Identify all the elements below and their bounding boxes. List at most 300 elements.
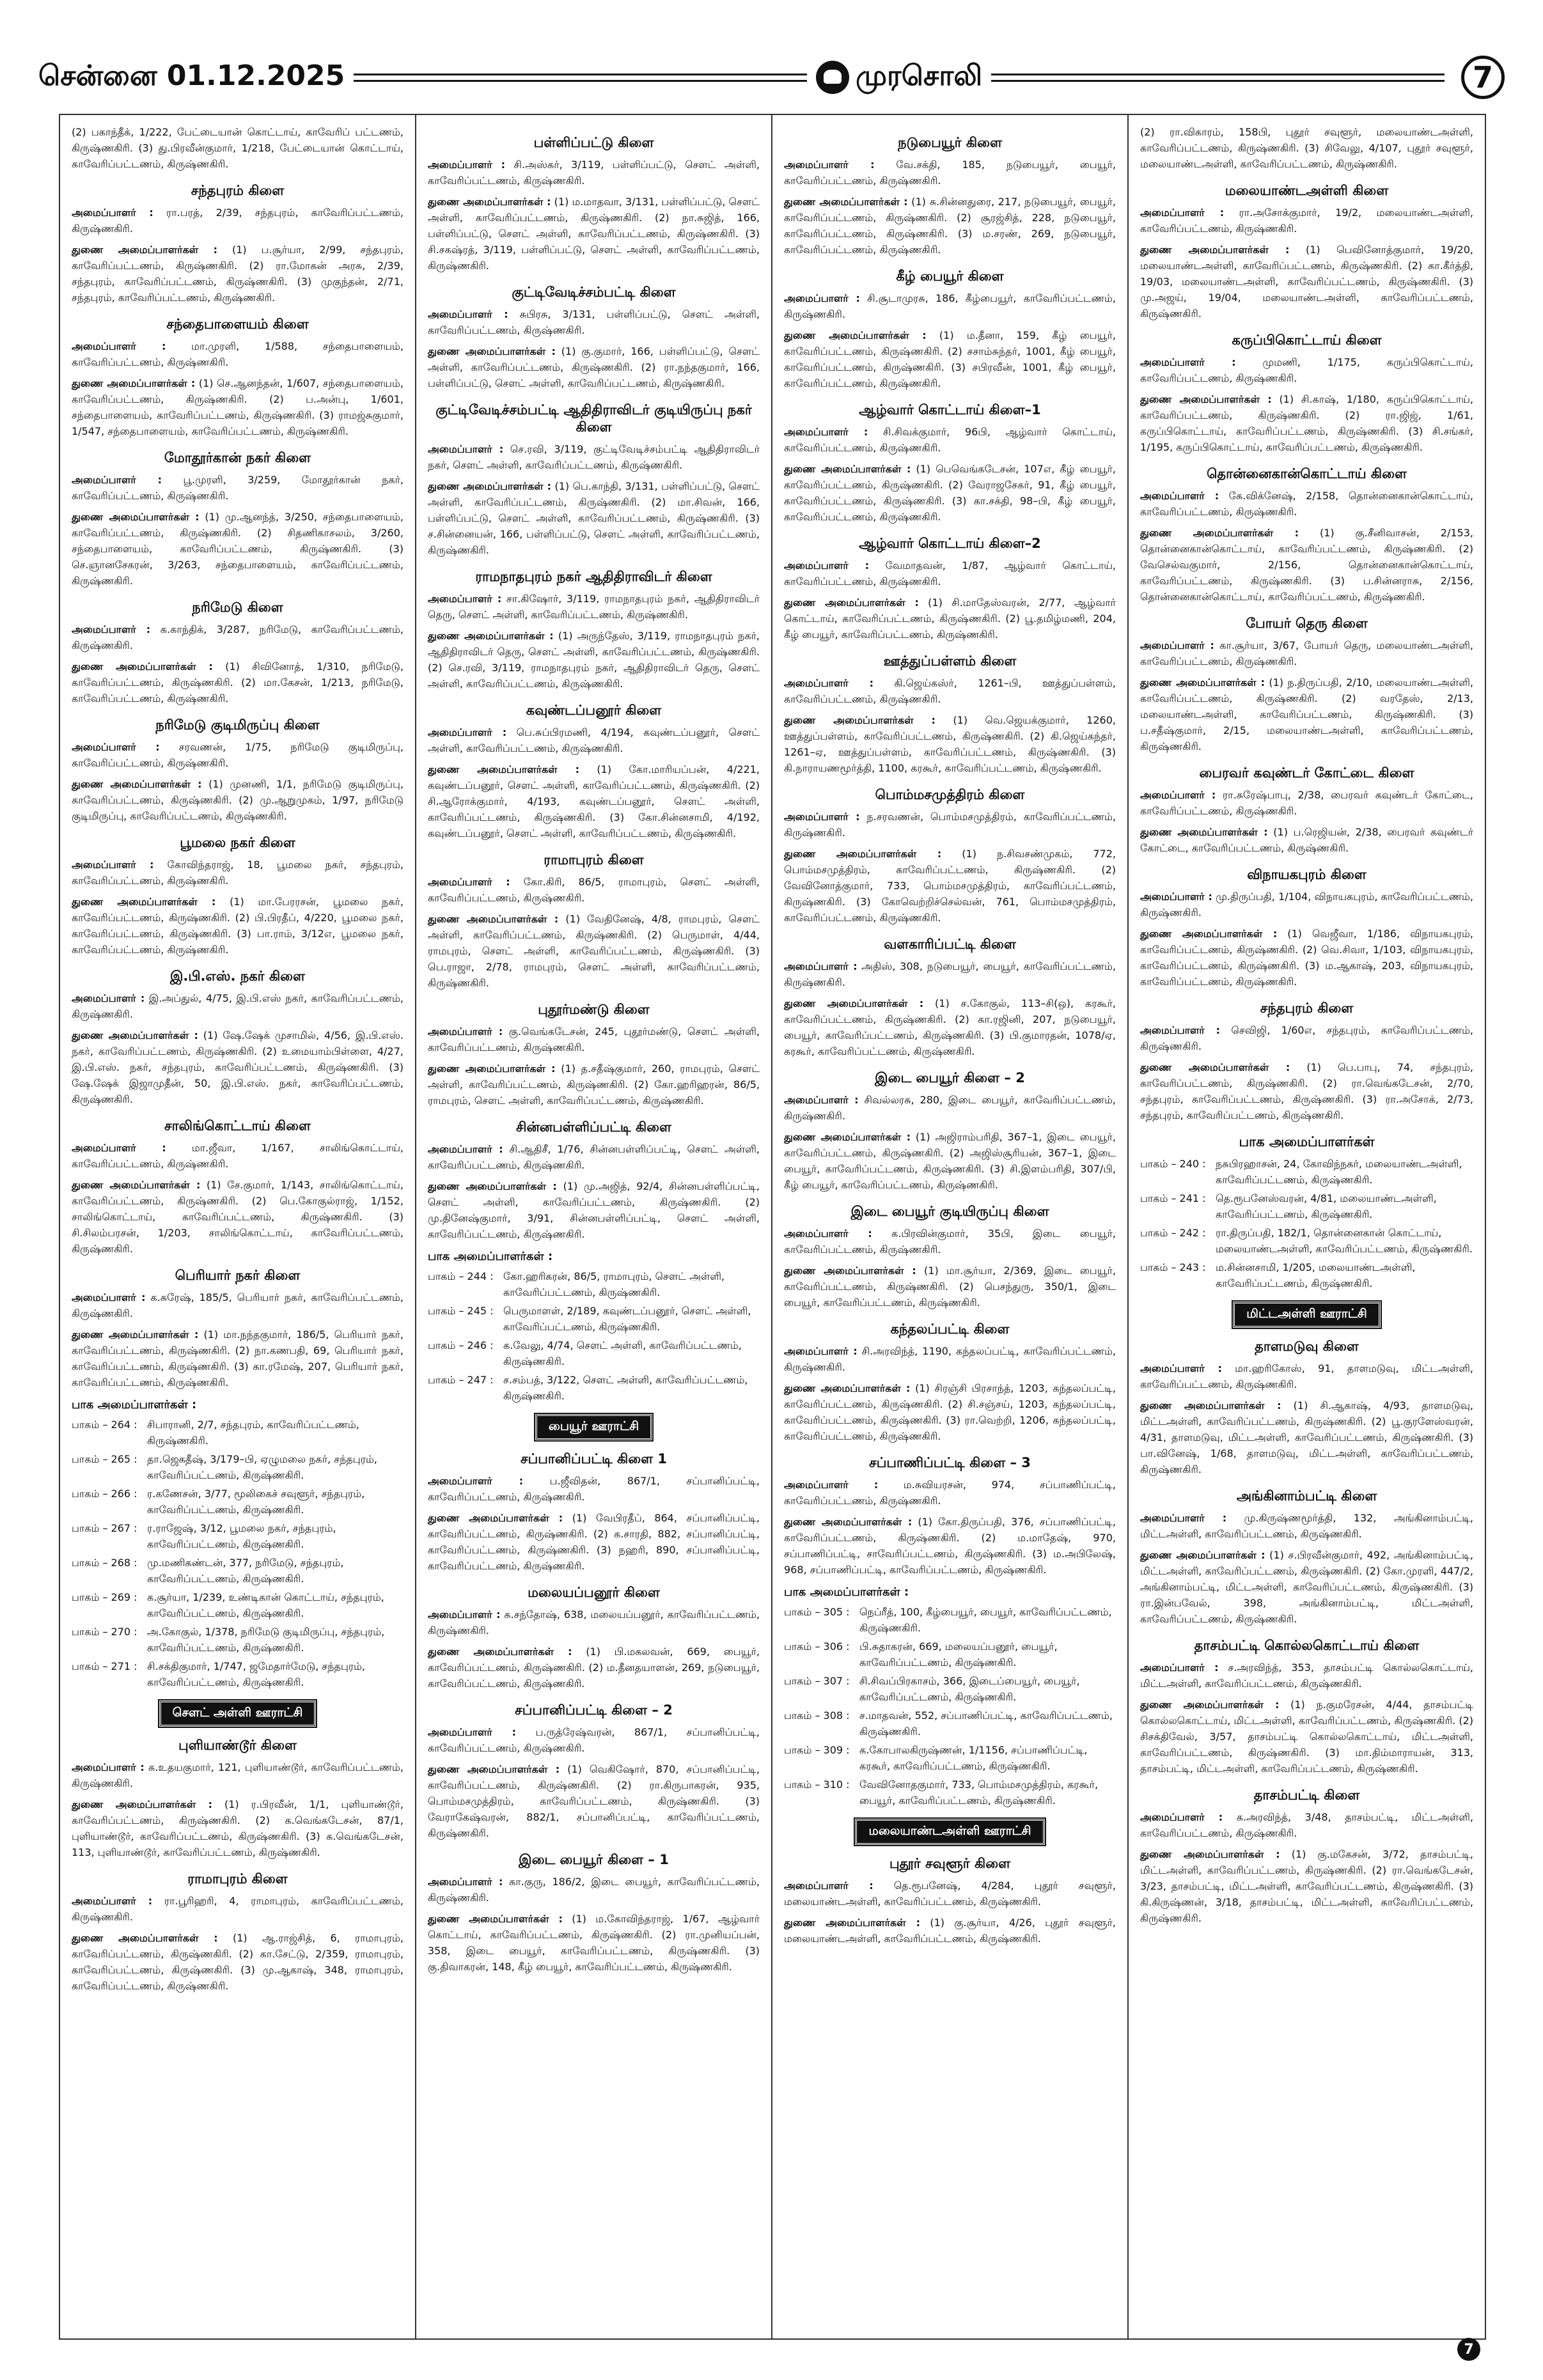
booth-number: பாகம் – 242 : xyxy=(1140,1227,1206,1239)
organiser-entry xyxy=(1140,1846,1473,1926)
entry-text: ப.ருத்ரேஷ்வரன், 867/1, சப்பானிப்பட்டி, காவேரிப்பட்டணம், கிருஷ்ணகிரி. xyxy=(428,1726,760,1754)
entry-label: அமைப்பாளர் : xyxy=(428,1876,503,1888)
booth-organiser: ர.ராஜேஷ், 3/12, பூமலை நகர், சந்தபுரம், காவேரிப்பட்டணம், கிருஷ்ணகிரி. xyxy=(147,1522,336,1550)
branch-heading: போயர் தெரு கிளை xyxy=(1246,616,1368,631)
footer-page-number: 7 xyxy=(1457,2338,1480,2361)
entry-label: அமைப்பாளர் : xyxy=(72,1895,153,1907)
branch-heading: சந்தைபாளையம் கிளை xyxy=(166,316,309,332)
booth-row xyxy=(428,1372,760,1404)
organiser-entry xyxy=(428,1761,760,1841)
entry-label: துணை அமைப்பாளர்கள் : xyxy=(428,630,554,642)
branch-heading: பெரியார் நகர் கிளை xyxy=(175,1268,301,1283)
entry-text: கா.குரு, 186/2, இடை பையூர், காவேரிப்பட்டணம், கிருஷ்ணகிரி. xyxy=(428,1876,760,1904)
organiser-entry xyxy=(72,621,403,653)
entry-label: துணை அமைப்பாளர்கள் : xyxy=(1140,1061,1290,1073)
organiser-entry xyxy=(428,591,760,623)
entry-text: (1) ம.தீனா, 159, கீழ் பையூர், காவேரிப்பட்டணம், கிருஷ்ணகிரி. (2) சசாம்சுந்தர், 1001, கீழ் பையூர், காவேரிப்பட்டணம், கிருஷ்ணகிரி. (3) சபிரவீன், 1001, கீழ் பையூர், காவேரிப்பட்டணம், கிருஷ்ணகிரி. xyxy=(784,329,1116,389)
booth-organiser: வேவினோதகுமார், 733, பொம்மசமுத்திரம், கரகூர், பையூர், காவேரிப்பட்டணம், கிருஷ்ணகிரி. xyxy=(859,1778,1099,1807)
booth-organiser: க.கோபாலகிருஷ்ணன், 1/1156, சப்பாணிப்பட்டி, கரகூர், காவேரிப்பட்டணம், கிருஷ்ணகிரி. xyxy=(859,1744,1088,1772)
entry-label: துணை அமைப்பாளர்கள் : xyxy=(1140,527,1299,539)
branch-heading: சப்பானிப்பட்டி கிளை – 2 xyxy=(515,1702,673,1718)
entry-text: ச.அரவிந்த், 353, தாசம்பட்டி கொல்லகொட்டாய், மிட்டஅள்ளி, காவேரிப்பட்டணம், கிருஷ்ணகிரி. xyxy=(1140,1661,1473,1690)
continued-text: (2) பகாந்தீக், 1/222, பேட்டையான் கொட்டாய், காவேரிப் பட்டணம், கிருஷ்ணகிரி. (3) து.பிரவீன்குமார், 1/218, பேட்டையான் கொட்டாய், காவேரிப்பட்டணம், கிருஷ்ணகிரி. xyxy=(72,126,403,170)
branch-heading: தொன்னைகான்கொட்டாய் கிளை xyxy=(1207,466,1407,481)
content-frame xyxy=(59,114,1486,2340)
entry-label: துணை அமைப்பாளர்கள் : xyxy=(72,1798,213,1810)
entry-label: அமைப்பாளர் : xyxy=(1140,1024,1221,1036)
organiser-entry xyxy=(72,1796,403,1860)
continued-text: (2) ரா.விகாரம், 158பி, புதூர் சவுளூர், மலையாண்டஅள்ளி, காவேரிப்பட்டணம், கிருஷ்ணகிரி. (3) சிவேலு, 4/107, புதூர் சவுளூர், மலையாண்டஅள்ளி, காவேரிப்பட்டணம், கிருஷ்ணகிரி. xyxy=(1140,126,1473,170)
entry-label: அமைப்பாளர் : xyxy=(428,593,502,605)
booth-number: பாகம் – 244 : xyxy=(428,1270,494,1282)
organiser-entry xyxy=(428,1874,760,1906)
organiser-entry xyxy=(72,1289,403,1321)
entry-label: அமைப்பாளர் : xyxy=(72,1142,166,1154)
entry-text: (1) அருந்தேஸ், 3/119, ராமநாதபுரம் நகர், ஆதிதிராவிடர் தெரு, சௌட் அள்ளி, காவேரிப்பட்டணம், கிருஷ்ணகிரி. (2) செ.ரவி, 3/119, ராமநாதபுரம் நகர், ஆதிதிராவிடர் தெரு, சௌட் அள்ளி, காவேரிப்பட்டணம், கிருஷ்ணகிரி. xyxy=(428,630,760,690)
entry-label: அமைப்பாளர் : xyxy=(784,1479,879,1491)
entry-text: (1) மா.சூர்யா, 2/369, இடை பையூர், காவேரிப்பட்டணம், கிருஷ்ணகிரி. (2) பெசந்துரு, 350/1, இடை பையூர், காவேரிப்பட்டணம், கிருஷ்ணகிரி. xyxy=(784,1264,1116,1309)
branch-heading: நரிமேடு குடிமிருப்பு கிளை xyxy=(155,717,320,733)
entry-label: அமைப்பாளர் : xyxy=(72,1291,146,1303)
booth-row xyxy=(428,1268,760,1300)
booth-number: பாகம் – 310 : xyxy=(784,1778,850,1791)
entry-label: அமைப்பாளர் : xyxy=(428,1608,501,1621)
booth-number: பாகம் – 306 : xyxy=(784,1640,850,1653)
branch-heading: தாசம்பட்டி கிளை xyxy=(1253,1787,1360,1803)
entry-text: (1) மா.பேரரசன், பூமலை நகர், காவேரிப்பட்டணம், கிருஷ்ணகிரி. (2) பி.பிரதீப், 4/220, பூமலை நகர், காவேரிப்பட்டணம், கிருஷ்ணகிரி. (3) பா.ராம், 3/12எ, பூமலை நகர், காவேரிப்பட்டணம், கிருஷ்ணகிரி. xyxy=(72,896,403,956)
organiser-entry xyxy=(1140,1022,1473,1054)
organiser-entry xyxy=(72,205,403,237)
booth-row xyxy=(72,1555,403,1587)
booth-organiser: பி.சுதாகரன், 669, மலையப்பனூர், பையூர், காவேரிப்பட்டணம், கிருஷ்ணகிரி. xyxy=(859,1640,1058,1668)
entry-label: அமைப்பாளர் : xyxy=(784,1227,872,1240)
entry-label: அமைப்பாளர் : xyxy=(428,1726,517,1738)
entry-text: கே.விக்னேஷ், 2/158, தொன்னைகான்கொட்டாய், காவேரிப்பட்டணம், கிருஷ்ணகிரி. xyxy=(1140,490,1473,518)
entry-label: அமைப்பாளர் : xyxy=(428,1025,503,1038)
entry-text: (1) ப.சூர்யா, 2/99, சந்தபுரம், காவேரிப்பட்டணம், கிருஷ்ணகிரி. (2) ரா.மோகன் அரசு, 2/39, சந்தபுரம், காவேரிப்பட்டணம், கிருஷ்ணகிரி. (3) முகுந்தன், 2/71, சந்தபுரம், காவேரிப்பட்டணம், கிருஷ்ணகிரி. xyxy=(72,244,403,304)
entry-text: (1) கு.சீனிவாசன், 2/153, தொன்னைகான்கொட்டாய், காவேரிப்பட்டணம், கிருஷ்ணகிரி. (2) வேசெல்வகுமார், 2/156, தொன்னைகான்கொட்டாய், காவேரிப்பட்டணம், கிருஷ்ணகிரி. (3) ப.சின்னராசு, 2/156, தொன்னைகான்கொட்டாய், காவேரிப்பட்டணம், கிருஷ்ணகிரி. xyxy=(1140,527,1473,603)
booth-row xyxy=(1140,1156,1473,1188)
branch-heading: பொம்மசமுத்திரம் கிளை xyxy=(875,787,1025,802)
booth-number: பாகம் – 269 : xyxy=(72,1591,137,1603)
booth-row xyxy=(72,1624,403,1656)
entry-text: சி.அரவிந்த், 1190, கந்தலப்பட்டி, காவேரிப்பட்டணம், கிருஷ்ணகிரி. xyxy=(784,1345,1116,1373)
organiser-entry xyxy=(428,874,760,906)
booth-organiser: சி.சக்திகுமார், 1/747, ஜமேதார்மேடு, சந்தபுரம், காவேரிப்பட்டணம், கிருஷ்ணகிரி. xyxy=(147,1660,366,1688)
organiser-entry xyxy=(428,157,760,189)
entry-label: அமைப்பாளர் : xyxy=(72,623,151,635)
entry-label: அமைப்பாளர் : xyxy=(1140,1661,1219,1674)
organiser-entry xyxy=(1140,1547,1473,1627)
organiser-entry xyxy=(1140,354,1473,386)
entry-label: அமைப்பாளர் : xyxy=(1140,891,1212,903)
organiser-entry xyxy=(784,1915,1116,1947)
organiser-entry xyxy=(428,478,760,558)
entry-text: (1) த.சதீஷ்குமார், 260, ராமபுரம், சௌட் அள்ளி, காவேரிப்பட்டணம், கிருஷ்ணகிரி. (2) கோ.ஹரிஹரன், 86/5, ராமபுரம், சௌட் அள்ளி, காவேரிப்பட்டணம், கிருஷ்ணகிரி. xyxy=(428,1062,760,1107)
branch-heading: சின்னபள்ளிப்பட்டி கிளை xyxy=(516,1119,671,1135)
entry-text: இ.அப்துல், 4/75, இ.பி.எஸ் நகர், காவேரிப்பட்டணம், கிருஷ்ணகிரி. xyxy=(72,992,403,1020)
organiser-entry xyxy=(428,1644,760,1692)
organiser-entry xyxy=(1140,1510,1473,1542)
organiser-entry xyxy=(1140,525,1473,605)
entry-text: வே.சக்தி, 185, நடுபையூர், பையூர், காவேரிப்பட்டணம், கிருஷ்ணகிரி. xyxy=(784,159,1116,187)
booth-row xyxy=(784,1707,1116,1739)
organiser-entry xyxy=(72,776,403,824)
entry-text: (1) சு.சின்னதுரை, 217, நடுபையூர், பையூர், காவேரிப்பட்டணம், கிருஷ்ணகிரி. (2) சூரஜ்சித், 228, நடுபையூர், காவேரிப்பட்டணம், கிருஷ்ணகிரி. (3) ம.சரண், 269, நடுபையூர், காவேரிப்பட்டணம், கிருஷ்ணகிரி. xyxy=(784,196,1116,256)
entry-label: துணை அமைப்பாளர்கள் : xyxy=(72,778,202,790)
organiser-entry xyxy=(784,1380,1116,1444)
entry-text: (1) சே.குமார், 1/143, சாலிங்கொட்டாய், காவேரிப்பட்டணம், கிருஷ்ணகிரி. (2) பெ.கோகுல்ராஜ், 1/152, சாலிங்கொட்டாய், காவேரிப்பட்டணம், கிருஷ்ணகிரி. (3) சி.சிலம்பரசன், 1/203, சாலிங்கொட்டாய், காவேரிப்பட்டணம், கிருஷ்ணகிரி. xyxy=(72,1179,403,1255)
entry-label: அமைப்பாளர் : xyxy=(428,726,507,738)
entry-text: சி.சூடாமுரசு, 186, கீழ்பையூர், காவேரிப்பட்டணம், கிருஷ்ணகிரி. xyxy=(784,292,1116,320)
organiser-entry xyxy=(1140,787,1473,819)
entry-text: (1) கோ.திருப்பதி, 376, சப்பாணிப்பட்டி, காவேரிப்பட்டணம், கிருஷ்ணகிரி. (2) ம.மாதேஷ், 970, சப்பாணிப்பட்டி, சாவேரிப்பட்டணம், கிருஷ்ணகிரி. (3) ம.அபிலேஷ், 968, சப்பாணிப்பட்டி, காவேரிப்பட்டணம், கிருஷ்ணகிரி. xyxy=(784,1516,1116,1576)
entry-label: அமைப்பாளர் : xyxy=(784,1094,859,1106)
booth-number: பாகம் – 243 : xyxy=(1140,1261,1206,1273)
branch-heading: ஊத்துப்பள்ளம் கிளை xyxy=(883,653,1017,669)
branch-heading: ஆழ்வார் கொட்டாய் கிளை–2 xyxy=(859,536,1041,551)
organiser-entry xyxy=(72,1027,403,1107)
entry-text: க.சந்தோஷ், 638, மலையப்பனூர், காவேரிப்பட்டணம், கிருஷ்ணகிரி. xyxy=(428,1608,760,1637)
branch-heading: பூமலை நகர் கிளை xyxy=(180,835,295,850)
entry-text: (1) கு.மகேசன், 3/72, தாசம்பட்டி, மிட்டஅள்ளி, காவேரிப்பட்டணம், கிருஷ்ணகிரி. (2) ரா.வெங்கடேசன், 3/23, தாசம்பட்டி, மிட்டஅள்ளி, காவேரிப்பட்டணம், கிருஷ்ணகிரி. (3) கி.கிருஷ்ணன், 3/18, தாசம்பட்டி, மிட்டஅள்ளி, காவேரிப்பட்டணம், கிருஷ்ணகிரி. xyxy=(1140,1848,1474,1924)
booth-organiser: நெப்ரீத், 100, கீழ்பையூர், பையூர், காவேரிப்பட்டணம், கிருஷ்ணகிரி. xyxy=(859,1606,1112,1634)
entry-label: துணை அமைப்பாளர்கள் : xyxy=(784,196,908,208)
branch-heading: கருப்பிகொட்டாய் கிளை xyxy=(1232,332,1382,348)
entry-label: துணை அமைப்பாளர்கள் : xyxy=(784,596,919,609)
entry-text: க.காந்திக், 3/287, நரிமேடு, காவேரிப்பட்டணம், கிருஷ்ணகிரி. xyxy=(72,623,403,651)
entry-label: துணை அமைப்பாளர்கள் : xyxy=(428,763,579,775)
booth-organiser: தா.ஜெகதீஷ், 3/179–பி, ஏழுமலை நகர், சந்தபுரம், காவேரிப்பட்டணம், கிருஷ்ணகிரி. xyxy=(147,1453,377,1481)
entry-label: துணை அமைப்பாளர்கள் : xyxy=(784,1264,916,1277)
booth-number: பாகம் – 308 : xyxy=(784,1709,850,1722)
entry-text: கு.வெங்கடேசன், 245, புதூர்மண்டு, சௌட் அள்ளி, காவேரிப்பட்டணம், கிருஷ்ணகிரி. xyxy=(428,1025,760,1054)
entry-label: துணை அமைப்பாளர்கள் : xyxy=(428,345,556,357)
entry-label: துணை அமைப்பாளர்கள் : xyxy=(1140,1399,1281,1412)
organiser-entry xyxy=(72,739,403,771)
panchayat-banner: பையூர் ஊராட்சி xyxy=(535,1414,652,1440)
organiser-entry xyxy=(784,995,1116,1059)
entry-label: அமைப்பாளர் : xyxy=(784,292,860,304)
organiser-entry xyxy=(428,194,760,274)
entry-text: சி.அஸ்கர், 3/119, பள்ளிப்பட்டு, சௌட் அள்ளி, காவேரிப்பட்டணம், கிருஷ்ணகிரி. xyxy=(428,159,760,187)
panchayat-banner: சௌட் அள்ளி ஊராட்சி xyxy=(159,1700,317,1727)
entry-text: சுபிரசு, 3/131, பள்ளிப்பட்டு, சௌட் அள்ளி, காவேரிப்பட்டணம், கிருஷ்ணகிரி. xyxy=(428,308,760,336)
masthead-page-number: 7 xyxy=(1461,56,1505,99)
entry-text: சரவணன், 1/75, நரிமேடு குடிமிருப்பு, காவேரிப்பட்டணம், கிருஷ்ணகிரி. xyxy=(72,741,404,769)
branch-heading: விநாயகபுரம் கிளை xyxy=(1247,867,1367,882)
entry-text: (1) ஆ.ராஜ்சித், 6, ராமாபுரம், காவேரிப்பட்டணம், கிருஷ்ணகிரி. (2) கா.சேட்டு, 2/359, ராமாபுரம், காவேரிப்பட்டணம், கிருஷ்ணகிரி. (3) மு.ஆகாஷ், 348, ராமாபுரம், காவேரிப்பட்டணம், கிருஷ்ணகிரி. xyxy=(72,1932,403,1992)
organiser-entry xyxy=(1140,637,1473,669)
entry-text: (1) ந.திருப்பதி, 2/10, மலையாண்டஅள்ளி, காவேரிப்பட்டணம், கிருஷ்ணகிரி. (2) வரதேஸ், 2/13, மலையாண்டஅள்ளி, காவேரிப்பட்டணம், கிருஷ்ணகிரி. (3) ப.சதீஷ்குமார், 2/15, மலையாண்டஅள்ளி, காவேரிப்பட்டணம், கிருஷ்ணகிரி. xyxy=(1140,676,1474,752)
entry-text: (1) ஷே.ஷேக் முசாமில், 4/56, இ.பி.எஸ். நகர், காவேரிப்பட்டணம், கிருஷ்ணகிரி. (2) உமையாம்பிள்ளை, 4/27, இ.பி.எஸ். நகர், சந்தபுரம், காவேரிப்பட்டணம், கிருஷ்ணகிரி. (3) ஷே.ஷேக் இஜாமுதீன், 50, இ.பி.எஸ். நகர், காவேரிப்பட்டணம், கிருஷ்ணகிரி. xyxy=(72,1029,403,1105)
entry-label: துணை அமைப்பாளர்கள் : xyxy=(1140,393,1272,405)
booth-row xyxy=(1140,1259,1473,1291)
entry-text: மா.ஜீவா, 1/167, சாலிங்கொட்டாய், காவேரிப்பட்டணம், கிருஷ்ணகிரி. xyxy=(72,1142,404,1170)
entry-label: அமைப்பாளர் : xyxy=(784,677,873,689)
entry-text: (1) கு.குமார், 166, பள்ளிப்பட்டு, சௌட் அள்ளி, காவேரிப்பட்டணம், கிருஷ்ணகிரி. (2) ரா.நந்தகுமார், 166, பள்ளிப்பட்டு, சௌட் அள்ளி, காவேரிப்பட்டணம், கிருஷ்ணகிரி. xyxy=(428,345,760,389)
entry-label: துணை அமைப்பாளர்கள் : xyxy=(72,1932,218,1944)
organiser-entry xyxy=(784,557,1116,589)
column-3 xyxy=(772,115,1129,2338)
entry-text: (1) பி.மகலவன், 669, பையூர், காவேரிப்பட்டணம், கிருஷ்ணகிரி. (2) ம.தீனதயாளன், 269, நடுபையூர், காவேரிப்பட்டணம், கிருஷ்ணகிரி. xyxy=(428,1645,760,1690)
organiser-entry xyxy=(72,1177,403,1257)
organiser-entry xyxy=(428,724,760,756)
entry-text: ரா.சுரேஷ்பாபு, 2/38, பைரவர் கவுண்டர் கோட்டை, காவேரிப்பட்டணம், கிருஷ்ணகிரி. xyxy=(1140,789,1474,817)
entry-label: துணை அமைப்பாளர்கள் : xyxy=(784,1917,920,1929)
booth-row xyxy=(1140,1190,1473,1222)
entry-label: துணை அமைப்பாளர்கள் : xyxy=(428,196,551,208)
column-4 xyxy=(1129,115,1485,2338)
entry-text: சி.ஆதிசீ, 1/76, சின்னபள்ளிப்பட்டி, சௌட் அள்ளி, காவேரிப்பட்டணம், கிருஷ்ணகிரி. xyxy=(428,1143,760,1171)
entry-text: (1) கோ.மாரியப்பன், 4/221, கவுண்டப்பனூர், சௌட் அள்ளி, காவேரிப்பட்டணம், கிருஷ்ணகிரி. (2) சி.ஆரோக்குமார், 4/193, கவுண்டப்பனூர், சௌட் அள்ளி, காவேரிப்பட்டணம், கிருஷ்ணகிரி. (3) கோ.சின்னசாமி, 4/192, கவுண்டப்பனூர், சௌட் அள்ளி, காவேரிப்பட்டணம், கிருஷ்ணகிரி. xyxy=(428,763,760,839)
entry-text: மு.கிருஷ்ணமூர்த்தி, 132, அங்கினாம்பட்டி, மிட்டஅள்ளி, காவேரிப்பட்டணம், கிருஷ்ணகிரி. xyxy=(1140,1512,1474,1540)
booth-organiser: தெ.ரூபனேஸ்வரன், 4/81, மலையாண்டஅள்ளி, காவேரிப்பட்டணம், கிருஷ்ணகிரி. xyxy=(1216,1192,1437,1220)
masthead xyxy=(38,50,1505,105)
branch-heading: ராமாபுரம் கிளை xyxy=(544,852,644,867)
entry-text: (1) சி.ஆகாஷ், 4/93, தாளமடுவு, மிட்டஅள்ளி, காவேரிப்பட்டணம், கிருஷ்ணகிரி. (2) பூ.குரளேஸ்வரன், 4/31, தாளமடுவு, மிட்டஅள்ளி, காவேரிப்பட்டணம், கிருஷ்ணகிரி. (3) பா.வினேஷ், 1/68, தாளமடுவு, மிட்டஅள்ளி, காவேரிப்பட்டணம், கிருஷ்ணகிரி. xyxy=(1140,1399,1474,1475)
booth-row xyxy=(1140,1225,1473,1257)
organiser-entry xyxy=(72,375,403,439)
branch-heading: சந்தபுரம் கிளை xyxy=(1260,1000,1354,1016)
organiser-entry xyxy=(428,1911,760,1975)
entry-text: (1) அஜிராம்பரிதி, 367–1, இடை பையூர், காவேரிப்பட்டணம், கிருஷ்ணகிரி. (2) அஜிஸ்சூரியன், 367–1, இடை பையூர், காவேரிப்பட்டணம், கிருஷ்ணகிரி. (3) சி.இளம்பரிதி, 307/பி, கீழ் பையூர், காவேரிப்பட்டணம், கிருஷ்ணகிரி. xyxy=(784,1131,1116,1191)
group-heading: பாக அமைப்பாளர்கள் : xyxy=(72,1398,197,1412)
entry-text: தெ.ரூபனேஷ், 4/284, புதூர் சவுளூர், மலையாண்டஅள்ளி, காவேரிப்பட்டணம், கிருஷ்ணகிரி. xyxy=(784,1879,1116,1908)
organiser-entry xyxy=(784,595,1116,642)
booth-row xyxy=(784,1673,1116,1705)
entry-text: (1) ச.பிரவீன்குமார், 492, அங்கினாம்பட்டி, மிட்டஅள்ளி, காவேரிப்பட்டணம், கிருஷ்ணகிரி. (2) கோ.முரளி, 447/2, அங்கினாம்பட்டி, மிட்டஅள்ளி, காவேரிப்பட்டணம், கிருஷ்ணகிரி. (3) ரா.இன்பவேல், 398, அங்கினாம்பட்டி, மிட்டஅள்ளி, காவேரிப்பட்டணம், கிருஷ்ணகிரி. xyxy=(1140,1549,1474,1625)
booth-row xyxy=(72,1451,403,1483)
entry-text: கோ.கிரி, 86/5, ராமாபுரம், சௌட் அள்ளி, காவேரிப்பட்டணம், கிருஷ்ணகிரி. xyxy=(428,876,760,904)
entry-label: துணை அமைப்பாளர்கள் : xyxy=(72,660,213,673)
organiser-entry xyxy=(784,1477,1116,1509)
organiser-entry xyxy=(1140,205,1473,237)
branch-heading: நரிமேடு கிளை xyxy=(192,600,283,615)
organiser-entry xyxy=(784,1878,1116,1909)
organiser-entry xyxy=(428,1178,760,1242)
entry-text: (1) வெஜீவா, 1/186, விநாயகபுரம், காவேரிப்பட்டணம், கிருஷ்ணகிரி. (2) வெ.சிவா, 1/103, விநாயகபுரம், காவேரிப்பட்டணம், கிருஷ்ணகிரி. (3) ம.ஆகாஷ், 203, விநாயகபுரம், காவேரிப்பட்டணம், கிருஷ்ணகிரி. xyxy=(1140,928,1473,988)
booth-row xyxy=(784,1742,1116,1774)
entry-label: அமைப்பாளர் : xyxy=(72,741,160,753)
entry-text: க.அரவிந்த், 3/48, தாசம்பட்டி, மிட்டஅள்ளி, காவேரிப்பட்டணம், கிருஷ்ணகிரி. xyxy=(1140,1811,1474,1839)
branch-heading: பைரவர் கவுண்டர் கோட்டை கிளை xyxy=(1199,765,1414,781)
organiser-entry xyxy=(784,958,1116,990)
booth-number: பாகம் – 267 : xyxy=(72,1522,137,1534)
entry-label: அமைப்பாளர் : xyxy=(784,159,875,171)
group-heading: பாக அமைப்பாளர்கள் : xyxy=(428,1250,553,1263)
entry-label: துணை அமைப்பாளர்கள் : xyxy=(428,1645,572,1658)
booth-organiser: அ.கோகுல், 1/378, நரிமேடு குடிமிருப்பு, சந்தபுரம், காவேரிப்பட்டணம், கிருஷ்ணகிரி. xyxy=(147,1626,385,1654)
branch-heading: இ.பி.எஸ். நகர் கிளை xyxy=(170,968,305,984)
entry-text: (1) பெ.காந்தி, 3/131, பள்ளிப்பட்டு, சௌட் அள்ளி, காவேரிப்பட்டணம், கிருஷ்ணகிரி. (2) மா.சிவன், 166, பள்ளிப்பட்டு, சௌட் அள்ளி, காவேரிப்பட்டணம், கிருஷ்ணகிரி. (3) ச.சின்னையன், 166, பள்ளிப்பட்டு, சௌட் அள்ளி, காவேரிப்பட்டணம், கிருஷ்ணகிரி. xyxy=(428,480,760,556)
organiser-entry xyxy=(784,327,1116,391)
entry-label: துணை அமைப்பாளர்கள் : xyxy=(784,329,927,341)
entry-text: கா.சூர்யா, 3/67, போயர் தெரு, மலையாண்டஅள்ளி, காவேரிப்பட்டணம், கிருஷ்ணகிரி. xyxy=(1140,639,1474,667)
entry-text: (1) மா.நந்தகுமார், 186/5, பெரியார் நகர், காவேரிப்பட்டணம், கிருஷ்ணகிரி. (2) நா.கணபதி, 69, பெரியார் நகர், காவேரிப்பட்டணம், கிருஷ்ணகிரி. (3) கா.ரமேஷ், 207, பெரியார் நகர், காவேரிப்பட்டணம், கிருஷ்ணகிரி. xyxy=(72,1328,403,1388)
entry-label: துணை அமைப்பாளர்கள் : xyxy=(784,1131,911,1143)
organiser-entry xyxy=(72,472,403,504)
organiser-entry xyxy=(784,290,1116,322)
branch-heading: தாளமடுவு கிளை xyxy=(1255,1339,1359,1354)
organiser-entry xyxy=(428,911,760,991)
booth-row xyxy=(72,1520,403,1552)
organiser-entry xyxy=(428,1141,760,1173)
booth-number: பாகம் – 307 : xyxy=(784,1675,850,1687)
branch-heading: புதூர்மண்டு கிளை xyxy=(538,1002,650,1017)
booth-number: பாகம் – 305 : xyxy=(784,1606,850,1618)
entry-label: துணை அமைப்பாளர்கள் : xyxy=(784,997,924,1009)
masthead-date: சென்னை 01.12.2025 xyxy=(38,59,345,92)
entry-label: துணை அமைப்பாளர்கள் : xyxy=(72,896,216,908)
organiser-entry xyxy=(784,424,1116,456)
organiser-entry xyxy=(784,846,1116,926)
booth-number: பாகம் – 247 : xyxy=(428,1374,494,1386)
booth-row xyxy=(428,1303,760,1335)
branch-heading: சப்பானிப்பட்டி கிளை 1 xyxy=(521,1451,667,1466)
masthead-rule xyxy=(354,74,807,82)
entry-label: துணை அமைப்பாளர்கள் : xyxy=(428,1763,560,1775)
entry-label: துணை அமைப்பாளர்கள் : xyxy=(784,1516,912,1528)
organiser-entry xyxy=(784,1092,1116,1124)
entry-text: பூ.முரளி, 3/259, மோதூர்கான் நகர், காவேரிப்பட்டணம், கிருஷ்ணகிரி. xyxy=(72,474,404,502)
booth-organiser: ரா.திருப்பதி, 182/1, தொன்னைகான் கொட்டாய், மலையாண்டஅள்ளி, காவேரிப்பட்டணம், கிருஷ்ணகிரி. xyxy=(1216,1227,1473,1255)
organiser-entry xyxy=(784,1343,1116,1375)
entry-label: துணை அமைப்பாளர்கள் : xyxy=(72,377,196,389)
entry-label: துணை அமைப்பாளர்கள் : xyxy=(1140,928,1278,940)
branch-heading: சாலிங்கொட்டாய் கிளை xyxy=(164,1118,311,1133)
entry-text: (1) வேதினேஷ், 4/8, ராமபுரம், சௌட் அள்ளி, காவேரிப்பட்டணம், கிருஷ்ணகிரி. (2) பெருமாள், 4/44, ராமபுரம், சௌட் அள்ளி, காவேரிப்பட்டணம், கிருஷ்ணகிரி. (3) பெ.ராஜா, 2/78, ராமபுரம், சௌட் அள்ளி, காவேரிப்பட்டணம், கிருஷ்ணகிரி. xyxy=(428,913,760,989)
entry-text: செ.ரவி, 3/119, குட்டிவேடிச்சம்பட்டி ஆதிதிராவிடர் நகர், சௌட் அள்ளி, காவேரிப்பட்டணம், கிருஷ்ணகிரி. xyxy=(428,443,760,471)
entry-text: (1) சிவினோத், 1/310, நரிமேடு, காவேரிப்பட்டணம், கிருஷ்ணகிரி. (2) மா.கேசன், 1/213, நரிமேடு, காவேரிப்பட்டணம், கிருஷ்ணகிரி. xyxy=(72,660,404,704)
entry-text: மா.ஹரிகோஸ், 91, தாளமடுவு, மிட்டஅள்ளி, காவேரிப்பட்டணம், கிருஷ்ணகிரி. xyxy=(1140,1362,1474,1390)
entry-text: (1) பெ.பாபு, 74, சந்தபுரம், காவேரிப்பட்டணம், கிருஷ்ணகிரி. (2) ரா.வெங்கடேசன், 2/70, சந்தபுரம், காவேரிப்பட்டணம், கிருஷ்ணகிரி. (3) ரா.அசோக், 2/73, சந்தபுரம், காவேரிப்பட்டணம், கிருஷ்ணகிரி. xyxy=(1140,1061,1473,1121)
organiser-entry xyxy=(784,809,1116,841)
booth-number: பாகம் – 268 : xyxy=(72,1557,137,1569)
masthead-paper-name: முரசொலி xyxy=(856,59,983,92)
entry-label: அமைப்பாளர் : xyxy=(72,206,153,219)
entry-text: கி.ஜெய்கஸ்ர், 1261–பி, ஊத்துப்பள்ளம், காவேரிப்பட்டணம், கிருஷ்ணகிரி. xyxy=(784,677,1116,705)
entry-label: அமைப்பாளர் : xyxy=(784,559,870,572)
panchayat-banner: மலையாண்டஅள்ளி ஊராட்சி xyxy=(855,1819,1044,1845)
entry-text: (1) ச.கோகுல், 113–சி(ஒ), கரகூர், காவேரிப்பட்டணம், கிருஷ்ணகிரி. (2) கா.ரஜினி, 207, நடுபையூர், பையூர், காவேரிப்பட்டணம், கிருஷ்ணகிரி. (3) பி.குமாரதன், 1078/ஏ, கரகூர், காவேரிப்பட்டணம், கிருஷ்ணகிரி. xyxy=(784,997,1116,1057)
entry-label: துணை அமைப்பாளர்கள் : xyxy=(428,913,559,925)
entry-text: (1) ந.குமரேசன், 4/44, தாசம்பட்டி கொல்லகொட்டாய், மிட்டஅள்ளி, காவேரிப்பட்டணம், கிருஷ்ணகிரி. (2) சிசக்திவேல், 3/57, தாசம்பட்டி கொல்லகொட்டாய், மிட்டஅள்ளி, காவேரிப்பட்டணம், கிருஷ்ணகிரி. (3) மா.திம்மாராயன், 313, தாசம்பட்டி, மிட்டஅள்ளி, காவேரிப்பட்டணம், கிருஷ்ணகிரி. xyxy=(1140,1699,1473,1775)
column-1 xyxy=(60,115,416,2338)
entry-text: (1) ர.பிரவீன், 1/1, புளியாண்டூர், காவேரிப்பட்டணம், கிருஷ்ணகிரி. (2) க.வெங்கடேசன், 87/1, புளியாண்டூர், காவேரிப்பட்டணம், கிருஷ்ணகிரி. (3) க.வெங்கடேசன், 113, புளியாண்டூர், காவேரிப்பட்டணம், கிருஷ்ணகிரி. xyxy=(72,1798,403,1858)
entry-text: (1) சிரஞ்சி பிரசாந்த், 1203, கந்தலப்பட்டி, காவேரிப்பட்டணம், கிருஷ்ணகிரி. (2) சி.சஞ்சய், 1203, கந்தலப்பட்டி, காவேரிப்பட்டணம், கிருஷ்ணகிரி. (3) ரா.வெற்றி, 1206, கந்தலப்பட்டி, காவேரிப்பட்டணம், கிருஷ்ணகிரி. xyxy=(784,1382,1116,1442)
entry-label: துணை அமைப்பாளர்கள் : xyxy=(72,1328,199,1341)
entry-label: அமைப்பாளர் : xyxy=(784,426,868,438)
organiser-entry xyxy=(72,242,403,306)
entry-text: பெ.சுப்பிரமணி, 4/194, கவுண்டப்பனூர், சௌட் அள்ளி, காவேரிப்பட்டணம், கிருஷ்ணகிரி. xyxy=(428,726,760,754)
organiser-entry xyxy=(72,990,403,1022)
entry-text: (1) வெ.ஜெயக்குமார், 1260, ஊத்துப்பள்ளம், காவேரிப்பட்டணம், கிருஷ்ணகிரி. (2) கி.ஜெய்கந்தர், 1261–ஏ, ஊத்துப்பள்ளம், காவேரிப்பட்டணம், கிருஷ்ணகிரி. (3) கி.நாராயணமூர்த்தி, 1100, கரகூர், காவேரிப்பட்டணம், கிருஷ்ணகிரி. xyxy=(784,714,1116,774)
entry-label: அமைப்பாளர் : xyxy=(1140,356,1236,368)
booth-number: பாகம் – 309 : xyxy=(784,1744,850,1756)
organiser-entry xyxy=(72,1326,403,1390)
booth-organiser: பெருமாளள், 2/189, கவுண்டப்பனூர், சௌட் அள்ளி, காவேரிப்பட்டணம், கிருஷ்ணகிரி. xyxy=(503,1305,751,1333)
organiser-entry xyxy=(1140,674,1473,754)
branch-heading: பாக அமைப்பாளர்கள் xyxy=(1239,1134,1375,1149)
entry-label: துணை அமைப்பாளர்கள் : xyxy=(784,848,942,860)
entry-label: துணை அமைப்பாளர்கள் : xyxy=(72,511,200,523)
booth-organiser: க.வேலு, 4/74, சௌட் அள்ளி, காவேரிப்பட்டணம், கிருஷ்ணகிரி. xyxy=(503,1339,742,1367)
branch-heading: குட்டிவேடிச்சம்பட்டி ஆதிதிராவிடர் குடியிருப்பு நகர் கிளை xyxy=(435,402,752,435)
entry-label: துணை அமைப்பாளர்கள் : xyxy=(1140,826,1268,838)
entry-label: அமைப்பாளர் : xyxy=(428,308,508,320)
entry-text: ரா.பரத், 2/39, சந்தபுரம், காவேரிப்பட்டணம், கிருஷ்ணகிரி. xyxy=(72,206,404,235)
entry-label: அமைப்பாளர் : xyxy=(1140,1512,1227,1524)
entry-label: அமைப்பாளர் : xyxy=(428,1143,503,1155)
branch-heading: கவுண்டப்பனூர் கிளை xyxy=(526,703,662,718)
entry-label: அமைப்பாளர் : xyxy=(1140,1362,1222,1374)
entry-text: (1) ப.ரெஜியன், 2/38, பைரவர் கவுண்டர் கோட்டை, காவேரிப்பட்டணம், கிருஷ்ணகிரி. xyxy=(1140,826,1474,854)
lion-emblem-icon xyxy=(816,61,849,94)
entry-label: துணை அமைப்பாளர்கள் : xyxy=(784,714,936,726)
entry-label: அமைப்பாளர் : xyxy=(428,1475,524,1487)
booth-organiser: ர.கணேசன், 3/77, மூலிகைச் சவுளூர், சந்தபுரம், காவேரிப்பட்டணம், கிருஷ்ணகிரி. xyxy=(147,1488,365,1516)
entry-label: துணை அமைப்பாளர்கள் : xyxy=(1140,1699,1280,1711)
entry-text: (1) ம.கோவிந்தராஜ், 1/67, ஆழ்வார் கொட்டாய், காவேரிப்பட்டணம், கிருஷ்ணகிரி. (2) ரா.முனியப்பன், 358, இடை பையூர், காவேரிப்பட்டணம், கிருஷ்ணகிரி. (3) கு.திவாகரன், 148, கீழ் பையூர், காவேரிப்பட்டணம், கிருஷ்ணகிரி. xyxy=(428,1913,760,1973)
entry-text: ரா.அசோக்குமார், 19/2, மலையாண்டஅள்ளி, காவேரிப்பட்டணம், கிருஷ்ணகிரி. xyxy=(1140,206,1474,235)
entry-label: அமைப்பாளர் : xyxy=(72,1761,145,1773)
booth-number: பாகம் – 241 : xyxy=(1140,1192,1206,1204)
entry-label: அமைப்பாளர் : xyxy=(72,992,145,1004)
booth-row xyxy=(72,1486,403,1518)
branch-heading: மோதூர்கான் நகர் கிளை xyxy=(164,450,311,465)
organiser-entry xyxy=(784,1129,1116,1193)
entry-label: அமைப்பாளர் : xyxy=(1140,639,1214,651)
masthead-logo xyxy=(816,59,982,96)
organiser-entry xyxy=(784,675,1116,707)
entry-label: துணை அமைப்பாளர்கள் : xyxy=(784,463,911,475)
entry-text: (1) பெவெங்கடேசன், 107எ, கீழ் பையூர், காவேரிப்பட்டணம், கிருஷ்ணகிரி. (2) வேராஜசேகர், 91, கீழ் பையூர், காவேரிப்பட்டணம், கிருஷ்ணகிரி. (3) கா.சக்தி, 98–பி, கீழ் பையூர், காவேரிப்பட்டணம், கிருஷ்ணகிரி. xyxy=(784,463,1116,523)
booth-row xyxy=(72,1417,403,1449)
organiser-entry xyxy=(72,857,403,889)
organiser-entry xyxy=(72,1759,403,1791)
organiser-entry xyxy=(1140,824,1473,856)
organiser-entry xyxy=(72,1930,403,1994)
booth-row xyxy=(72,1589,403,1621)
entry-label: துணை அமைப்பாளர்கள் : xyxy=(72,244,218,256)
entry-text: சா.கிஷோர், 3/119, ராமநாதபுரம் நகர், ஆதிதிராவிடர் தெரு, சௌட் அள்ளி, காவேரிப்பட்டணம், கிருஷ்ணகிரி. xyxy=(428,593,760,621)
organiser-entry xyxy=(428,761,760,841)
organiser-entry xyxy=(784,712,1116,776)
entry-label: துணை அமைப்பாளர்கள் : xyxy=(1140,244,1290,256)
entry-label: துணை அமைப்பாளர்கள் : xyxy=(428,480,552,492)
entry-label: அமைப்பாளர் : xyxy=(1140,1811,1223,1823)
organiser-entry xyxy=(784,157,1116,189)
entry-text: சிவல்லரசு, 280, இடை பையூர், காவேரிப்பட்டணம், கிருஷ்ணகிரி. xyxy=(784,1094,1116,1122)
booth-number: பாகம் – 240 : xyxy=(1140,1158,1206,1170)
organiser-entry xyxy=(1140,1059,1473,1123)
branch-heading: இடை பையூர் கிளை – 1 xyxy=(519,1852,669,1867)
branch-heading: மலையாண்டஅள்ளி கிளை xyxy=(1225,183,1389,198)
organiser-entry xyxy=(784,1225,1116,1257)
organiser-entry xyxy=(428,1023,760,1055)
entry-text: (1) மு.அஜித், 92/4, சின்னபள்ளிப்பட்டி, சௌட் அள்ளி, காவேரிப்பட்டணம், கிருஷ்ணகிரி. (2) மு.தினேஷ்குமார், 3/91, சின்னபள்ளிப்பட்டி, சௌட் அள்ளி, காவேரிப்பட்டணம், கிருஷ்ணகிரி. xyxy=(428,1180,760,1240)
branch-heading: ஆழ்வார் கொட்டாய் கிளை–1 xyxy=(859,402,1041,417)
entry-label: அமைப்பாளர் : xyxy=(72,474,162,486)
organiser-entry xyxy=(428,1473,760,1505)
booth-number: பாகம் – 264 : xyxy=(72,1419,137,1431)
booth-organiser: ச.சம்பத், 3/122, சௌட் அள்ளி, காவேரிப்பட்டணம், கிருஷ்ணகிரி. xyxy=(503,1374,748,1402)
entry-label: அமைப்பாளர் : xyxy=(428,443,504,455)
organiser-entry xyxy=(428,628,760,692)
organiser-entry xyxy=(1140,1809,1473,1841)
entry-text: (1) வேபிரதீப், 864, சப்பானிப்பட்டி, காவேரிப்பட்டணம், கிருஷ்ணகிரி. (2) க.சாரதி, 882, சப்பானிப்பட்டி, காவேரிப்பட்டணம், கிருஷ்ணகிரி. (3) நஹரி, 890, சப்பானிப்பட்டி, காவேரிப்பட்டணம், கிருஷ்ணகிரி. xyxy=(428,1512,760,1572)
